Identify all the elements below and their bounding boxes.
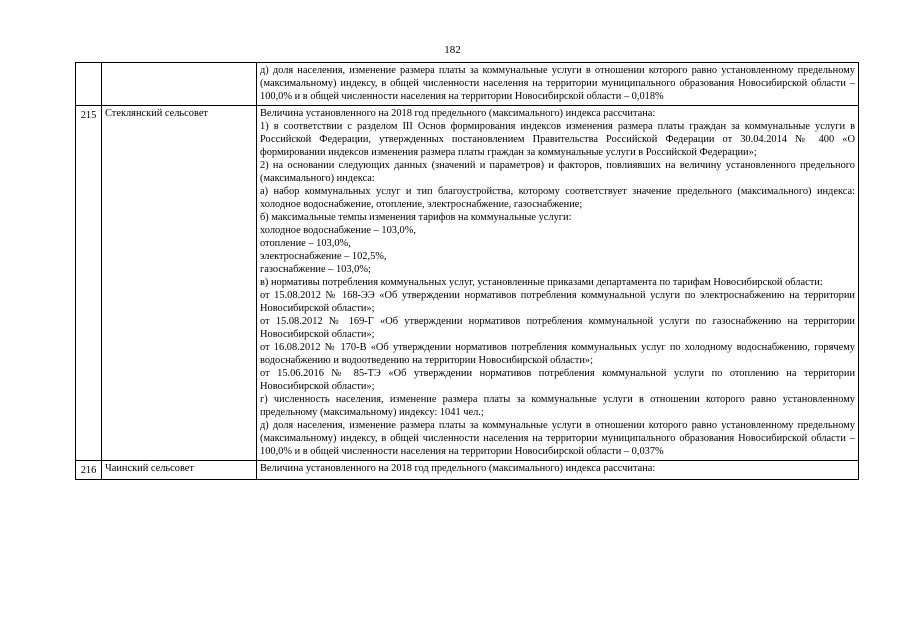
row-number: 216 — [76, 461, 102, 480]
paragraph: д) доля населения, изменение размера платы за коммунальные услуги в отношении которого равно установленному предельному (максимальному) индексу, в общей численности населения на территории муниципального образования Новосибирской области – 100,0% и в общей численности населения на территории Новосибирской области – 0,037% — [260, 420, 855, 457]
paragraph: 1) в соответствии с разделом III Основ формирования индексов изменения размера платы граждан за коммунальные услуги в Российской Федерации, утвержденных постановлением Правительства Российской Федерации от 30.04.2014 № 400 «О формировании индексов изменения размера платы граждан за коммунальные услуги в Российской Федерации»; — [260, 121, 855, 158]
paragraph: б) максимальные темпы изменения тарифов на коммунальные услуги: — [260, 212, 572, 223]
paragraph: от 15.06.2016 № 85-ТЭ «Об утверждении нормативов потребления коммунальной услуги по отоплению на территории Новосибирской области»; — [260, 368, 855, 392]
municipality-name — [102, 63, 257, 106]
municipality-name: Чаинский сельсовет — [102, 461, 257, 480]
paragraph: а) набор коммунальных услуг и тип благоустройства, которому соответствует значение предельного (максимального) индекса: холодное водоснабжение, отопление, электроснабжение, газоснабжение; — [260, 186, 855, 210]
table-row — [76, 461, 859, 480]
table-row — [76, 106, 859, 461]
row-number: 215 — [76, 106, 102, 461]
municipality-index-table — [75, 62, 859, 480]
paragraph: холодное водоснабжение – 103,0%, — [260, 225, 417, 236]
municipality-name: Стеклянский сельсовет — [102, 106, 257, 461]
paragraph: Величина установленного на 2018 год предельного (максимального) индекса рассчитана: — [260, 463, 656, 474]
index-calculation-text — [257, 106, 859, 461]
index-calculation-text — [257, 63, 859, 106]
paragraph: от 16.08.2012 № 170-В «Об утверждении нормативов потребления коммунальных услуг по холодному водоснабжению, горячему водоснабжению и водоотведению на территории Новосибирской области»; — [260, 342, 855, 366]
paragraph: электроснабжение – 102,5%, — [260, 251, 387, 262]
table-row — [76, 63, 859, 106]
paragraph: отопление – 103,0%, — [260, 238, 351, 249]
row-number — [76, 63, 102, 106]
index-calculation-text — [257, 461, 859, 480]
paragraph: газоснабжение – 103,0%; — [260, 264, 371, 275]
paragraph: д) доля населения, изменение размера платы за коммунальные услуги в отношении которого равно установленному предельному (максимальному) индексу, в общей численности населения на территории муниципального образования Новосибирской области – 100,0% и в общей численности населения на территории Новосибирской области – 0,018% — [260, 65, 855, 102]
paragraph: 2) на основании следующих данных (значений и параметров) и факторов, повлиявших на величину установленного предельного (максимального) индекса: — [260, 160, 855, 184]
paragraph: г) численность населения, изменение размера платы за коммунальные услуги в отношении которого равно установленному предельному (максимальному) индексу: 1041 чел.; — [260, 394, 855, 418]
paragraph: Величина установленного на 2018 год предельного (максимального) индекса рассчитана: — [260, 108, 656, 119]
paragraph: от 15.08.2012 № 168-ЭЭ «Об утверждении нормативов потребления коммунальной услуги по электроснабжению на территории Новосибирской области»; — [260, 290, 855, 314]
paragraph: в) нормативы потребления коммунальных услуг, установленные приказами департамента по тарифам Новосибирской области: — [260, 277, 823, 288]
page-number: 182 — [444, 44, 461, 56]
paragraph: от 15.08.2012 № 169-Г «Об утверждении нормативов потребления коммунальной услуги по газоснабжению на территории Новосибирской области»; — [260, 316, 855, 340]
